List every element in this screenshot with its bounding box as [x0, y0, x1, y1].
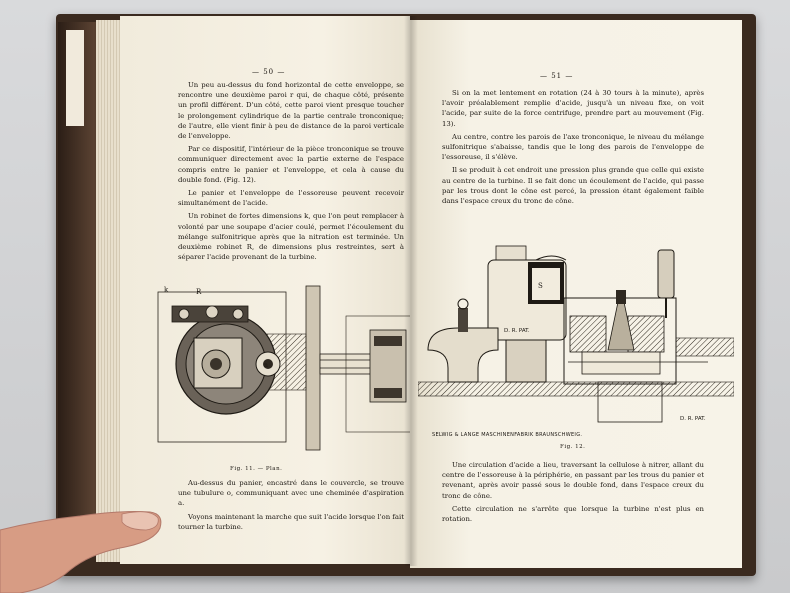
figure-12-caption: Fig. 12.	[560, 444, 586, 450]
label-k: k	[164, 286, 169, 294]
patent-mark-left: D. R. PAT.	[504, 328, 530, 334]
paragraph: Un peu au-dessus du fond horizontal de cette enveloppe, se rencontre une deuxième paroi r qui, de chaque côté, présente un profil différent. D'un côté, cette paroi vient presque toucher le prolongement cylindrique de la partie centrale tronconique; de l'autre, elle vient finir à peu de distance de la paroi verticale de l'enveloppe.	[178, 81, 404, 141]
right-page	[410, 20, 742, 568]
paragraph: Cette circulation ne s'arrête que lorsque la turbine n'est plus en rotation.	[442, 504, 704, 524]
paragraph: Le panier et l'enveloppe de l'essoreuse peuvent recevoir simultanément de l'acide.	[178, 189, 404, 208]
figure-11-caption: Fig. 11. — Plan.	[230, 466, 283, 472]
thumb	[0, 490, 170, 593]
book-gutter	[404, 16, 418, 566]
label-n: n	[264, 362, 268, 369]
label-s: S	[538, 282, 543, 290]
left-page-number: — 50 —	[252, 68, 286, 76]
left-page-text	[178, 80, 404, 265]
paragraph: Au-dessus du panier, encastré dans le couvercle, se trouve une tubulure o, communiquant avec une cheminée d'aspiration a.	[178, 479, 404, 508]
figure-11-drawing	[150, 282, 420, 458]
label-R: R	[196, 288, 202, 296]
maker-line: SELWIG & LANGE MASCHINENFABRIK BRAUNSCHWEIG.	[432, 432, 583, 438]
patent-mark-right: D. R. PAT.	[680, 416, 706, 422]
right-page-number: — 51 —	[540, 72, 574, 80]
paragraph: Si on la met lentement en rotation (24 à 30 tours à la minute), après l'avoir préalablement remplie d'acide, jusqu'à un niveau fixe, on voit l'acide, par suite de la force centrifuge, prendre part au mouvement (Fig. 13).	[442, 89, 704, 128]
left-page-bottom-text	[178, 478, 404, 535]
endpaper	[66, 30, 84, 126]
paragraph: Une circulation d'acide a lieu, traversant la cellulose à nitrer, allant du centre de l'essoreuse à la périphérie, en passant par les trous du panier et revenant, après avoir passé sous le double fond, dans l'espace creux du tronc de cône.	[442, 461, 704, 500]
paragraph: Voyons maintenant la marche que suit l'acide lorsque l'on fait tourner la turbine.	[178, 512, 404, 531]
paragraph: Un robinet de fortes dimensions k, que l'on peut remplacer à volonté par une soupape d'acier coulé, permet l'écoulement du mélange sulfonitrique après que la nitration est terminée. Un deuxième robinet R, de dimensions plus restreintes, sert à séparer l'acide provenant de la turbine.	[178, 212, 404, 262]
right-page-bottom-text	[442, 460, 704, 527]
paragraph: Par ce dispositif, l'intérieur de la pièce tronconique se trouve communiquer directement avec la partie externe de l'espace compris entre le panier et l'enveloppe, et cela à cause du double fond. (Fig. 12).	[178, 145, 404, 184]
left-page	[120, 16, 410, 564]
figure-12-drawing	[418, 232, 734, 432]
right-page-text	[442, 88, 704, 209]
paragraph: Au centre, contre les parois de l'axe tronconique, le niveau du mélange sulfonitrique s'abaisse, tandis que le long des parois de l'enveloppe de l'essoreuse, il s'élève.	[442, 132, 704, 162]
paragraph: Il se produit à cet endroit une pression plus grande que celle qui existe au centre de la turbine. Il se fait donc un écoulement de l'acide, qui passe par les trous dont le cône est percé, la pression étant également faible dans l'espace creux du tronc de cône.	[442, 166, 704, 206]
